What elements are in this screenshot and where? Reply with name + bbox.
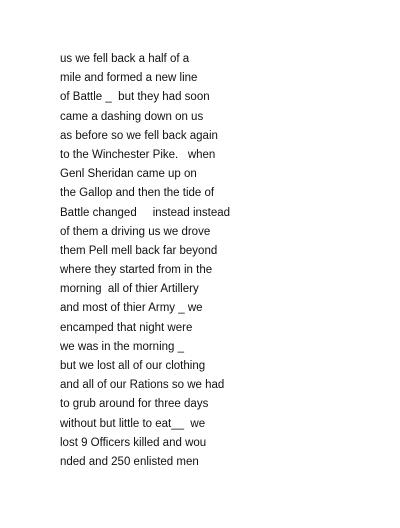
text-line: nded and 250 enlisted men [60, 455, 199, 468]
text-line: as before so we fell back again [60, 129, 218, 142]
text-line: and most of thier Army _ we [60, 302, 203, 315]
text-line: mile and formed a new line [60, 72, 198, 85]
text-line: to grub around for three days [60, 398, 209, 411]
text-line: without but little to eat__ we [60, 417, 206, 430]
text-line: where they started from in the [60, 264, 213, 277]
text-line: but we lost all of our clothing [60, 360, 206, 372]
text-line: came a dashing down on us [60, 110, 204, 123]
text-line: to the Winchester Pike. when [60, 148, 216, 161]
text-line: Battle changed instead instead [60, 206, 231, 219]
text-line: encamped that night were [60, 321, 193, 334]
text-line: lost 9 Officers killed and wou [60, 436, 207, 449]
text-line: of Battle _ but they had soon [60, 91, 210, 104]
text-line: the Gallop and then the tide of [60, 187, 215, 200]
text-line: of them a driving us we drove [60, 225, 211, 238]
text-line: Genl Sheridan came up on [60, 168, 197, 181]
transcription-text [60, 50, 380, 472]
text-line: and all of our Rations so we had [60, 379, 225, 392]
text-line: we was in the morning _ [60, 340, 185, 353]
text-line: them Pell mell back far beyond [60, 244, 218, 257]
text-line: us we fell back a half of a [60, 53, 190, 65]
text-line: morning all of thier Artillery [60, 283, 199, 296]
